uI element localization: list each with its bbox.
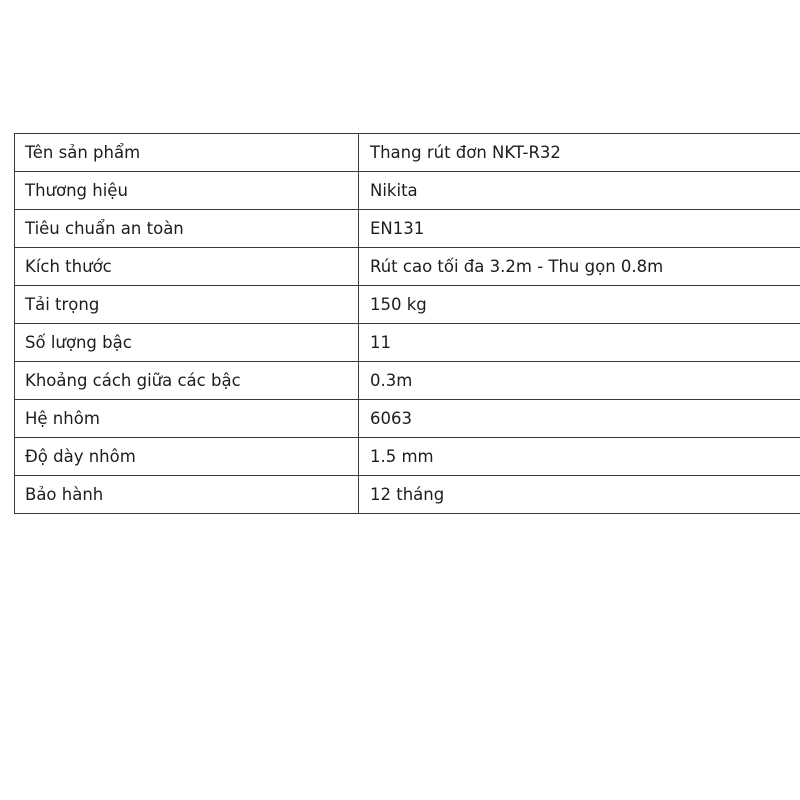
spec-value-cell: Rút cao tối đa 3.2m - Thu gọn 0.8m	[359, 248, 800, 286]
spec-label-cell: Bảo hành	[15, 476, 359, 514]
specification-table	[14, 133, 800, 514]
spec-value-cell: 12 tháng	[359, 476, 800, 514]
table-row	[15, 248, 800, 286]
spec-label-cell: Kích thước	[15, 248, 359, 286]
table-row	[15, 438, 800, 476]
spec-label-cell: Thương hiệu	[15, 172, 359, 210]
spec-label-cell: Tải trọng	[15, 286, 359, 324]
spec-label-cell: Khoảng cách giữa các bậc	[15, 362, 359, 400]
spec-value-cell: Nikita	[359, 172, 800, 210]
spec-value-cell: 0.3m	[359, 362, 800, 400]
table-row	[15, 476, 800, 514]
spec-value-cell: 1.5 mm	[359, 438, 800, 476]
spec-value-cell: 150 kg	[359, 286, 800, 324]
table-row	[15, 172, 800, 210]
spec-label-cell: Tiêu chuẩn an toàn	[15, 210, 359, 248]
spec-value-cell: 6063	[359, 400, 800, 438]
table-row	[15, 210, 800, 248]
specification-table-body	[15, 134, 800, 514]
table-row	[15, 324, 800, 362]
table-row	[15, 286, 800, 324]
spec-value-cell: EN131	[359, 210, 800, 248]
spec-label-cell: Số lượng bậc	[15, 324, 359, 362]
table-row	[15, 400, 800, 438]
specification-table-container	[14, 133, 786, 514]
spec-label-cell: Tên sản phẩm	[15, 134, 359, 172]
spec-value-cell: 11	[359, 324, 800, 362]
table-row	[15, 134, 800, 172]
table-row	[15, 362, 800, 400]
spec-label-cell: Độ dày nhôm	[15, 438, 359, 476]
spec-value-cell: Thang rút đơn NKT-R32	[359, 134, 800, 172]
spec-label-cell: Hệ nhôm	[15, 400, 359, 438]
